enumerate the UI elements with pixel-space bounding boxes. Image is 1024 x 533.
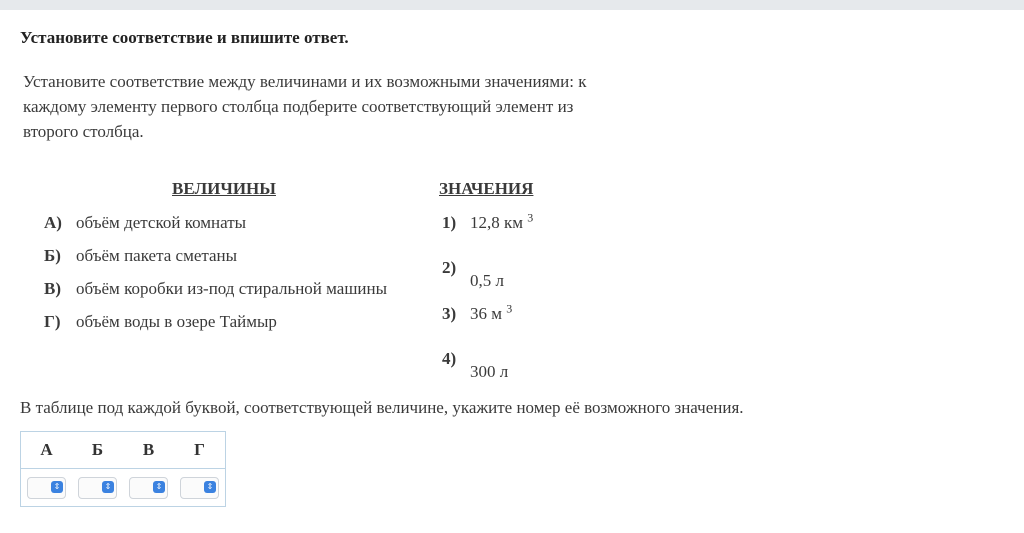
quantity-text: объём коробки из-под стиральной машины bbox=[76, 279, 388, 298]
task-title: Установите соответствие и впишите ответ. bbox=[20, 28, 349, 47]
quantity-text: объём воды в озере Таймыр bbox=[76, 312, 277, 331]
value-number: 1) bbox=[442, 213, 457, 232]
quantity-letter: Б) bbox=[44, 246, 61, 265]
quantity-text: объём пакета сметаны bbox=[76, 246, 238, 265]
updown-chevron-icon: ⇕ bbox=[153, 481, 165, 493]
answer-instructions: В таблице под каждой буквой, соответствующей величине, укажите номер её возможного значения. bbox=[20, 398, 744, 417]
quantity-letter: В) bbox=[44, 279, 61, 298]
value-number: 3) bbox=[442, 304, 457, 323]
value-item bbox=[442, 349, 509, 382]
quantity-item bbox=[44, 246, 237, 266]
value-superscript: 3 bbox=[527, 210, 534, 225]
answer-select-v[interactable] bbox=[129, 477, 168, 499]
answer-column-header: Б bbox=[91, 440, 104, 459]
quantities-heading: ВЕЛИЧИНЫ bbox=[172, 179, 276, 198]
value-item bbox=[442, 258, 504, 291]
answer-column-header: Г bbox=[194, 440, 205, 459]
answer-select-g[interactable] bbox=[180, 477, 219, 499]
value-text: 300 л bbox=[470, 362, 509, 381]
quantity-text: объём детской комнаты bbox=[76, 213, 247, 232]
top-bar bbox=[0, 0, 1024, 10]
answer-select-b[interactable] bbox=[78, 477, 117, 499]
quantity-item bbox=[44, 312, 277, 332]
answer-cell bbox=[21, 469, 73, 507]
value-number: 4) bbox=[442, 349, 457, 368]
quantity-item bbox=[44, 213, 246, 233]
quantity-letter: А) bbox=[44, 213, 62, 232]
answer-cell bbox=[174, 469, 226, 507]
value-superscript: 3 bbox=[506, 301, 513, 316]
values-heading: ЗНАЧЕНИЯ bbox=[439, 179, 534, 198]
answer-table bbox=[20, 431, 226, 507]
answer-select-a[interactable] bbox=[27, 477, 66, 499]
answer-column-header: В bbox=[142, 440, 155, 459]
quantity-letter: Г) bbox=[44, 312, 61, 331]
value-text: 0,5 л bbox=[470, 271, 504, 290]
answer-cell bbox=[123, 469, 174, 507]
value-text: 12,8 км bbox=[470, 213, 524, 232]
updown-chevron-icon: ⇕ bbox=[51, 481, 63, 493]
updown-chevron-icon: ⇕ bbox=[204, 481, 216, 493]
value-text: 36 м bbox=[470, 304, 503, 323]
answer-cell bbox=[72, 469, 123, 507]
value-item bbox=[442, 210, 534, 233]
quantity-item bbox=[44, 279, 387, 299]
value-number: 2) bbox=[442, 258, 457, 277]
task-instructions: Установите соответствие между величинами и их возможными значениями: к каждому элементу первого столбца подберите соответствующий элемент из второго столбца. bbox=[23, 72, 587, 141]
updown-chevron-icon: ⇕ bbox=[102, 481, 114, 493]
answer-column-header: А bbox=[40, 440, 53, 459]
value-item bbox=[442, 301, 513, 324]
